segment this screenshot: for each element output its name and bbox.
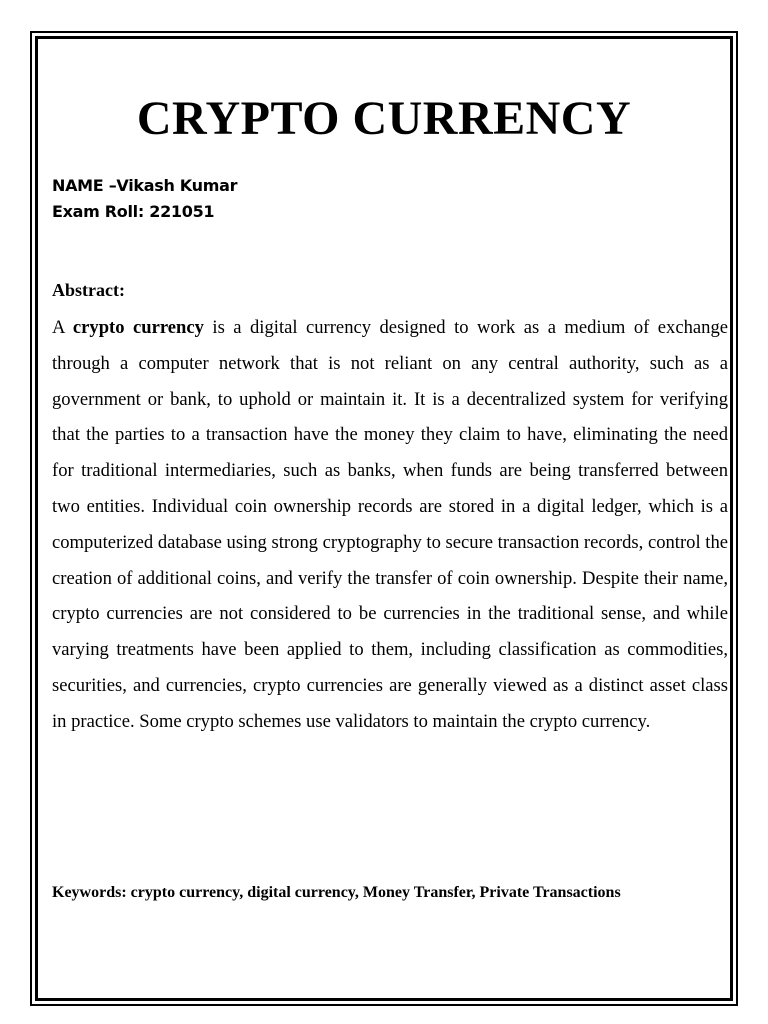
keywords-line: Keywords: crypto currency, digital currency, Money Transfer, Private Transactions: [52, 884, 621, 901]
author-name: NAME –Vikash Kumar: [52, 176, 238, 195]
exam-roll: Exam Roll: 221051: [52, 202, 215, 221]
abstract-paragraph: [52, 310, 728, 740]
abstract-bold-term: crypto currency: [72, 317, 204, 338]
document-title: CRYPTO CURRENCY: [136, 92, 632, 145]
abstract-lead: A: [52, 317, 73, 338]
abstract-text: is a digital currency designed to work as a medium of exchange through a computer network that is not reliant on any central authority, such as a government or bank, to uphold or maintain it. It is a decentralized system for verifying that the parties to a transaction have the money they claim to have, eliminating the need for traditional intermediaries, such as banks, when funds are being transferred between two entities. Individual coin ownership records are stored in a digital ledger, which is a computerized database using strong cryptography to secure transaction records, control the creation of additional coins, and verify the transfer of coin ownership. Despite their name, crypto currencies are not considered to be currencies in the traditional sense, and while varying treatments have been applied to them, including classification as commodities, securities, and currencies, crypto currencies are generally viewed as a distinct asset class in practice. Some crypto schemes use validators to maintain the crypto currency.: [52, 317, 729, 732]
abstract-heading: Abstract:: [52, 280, 125, 300]
